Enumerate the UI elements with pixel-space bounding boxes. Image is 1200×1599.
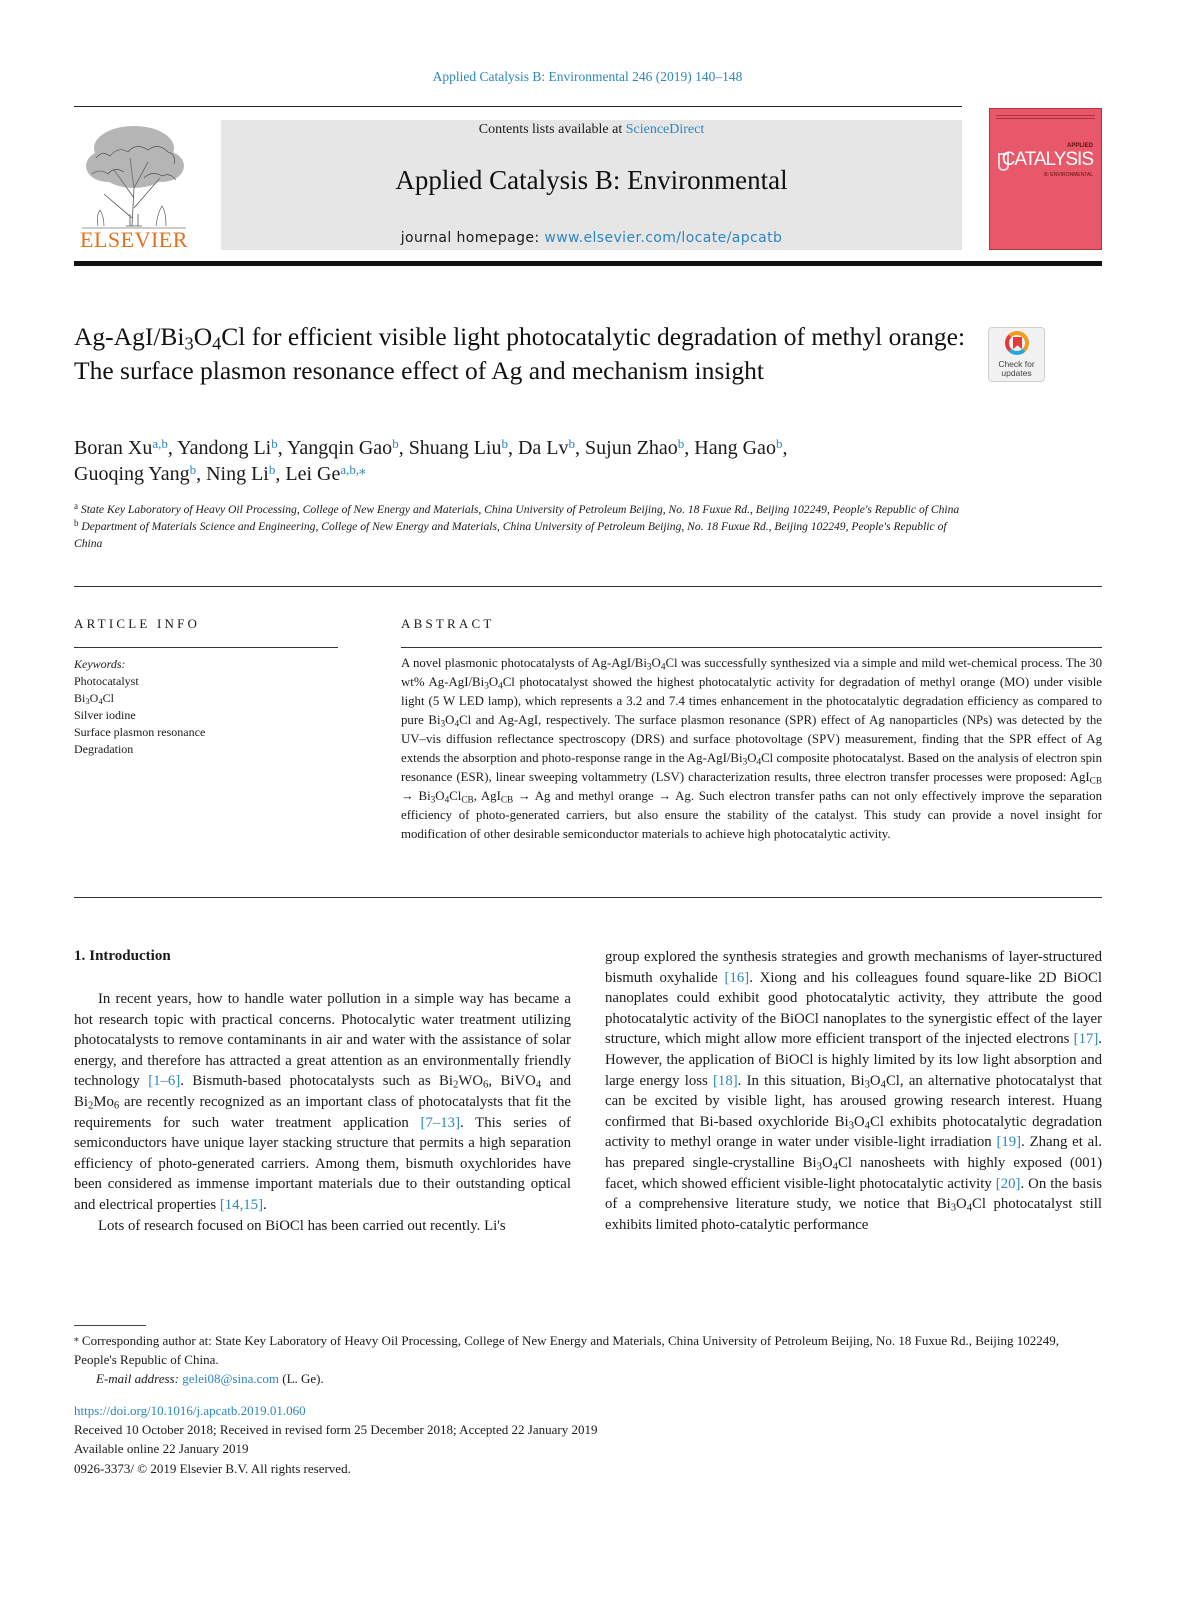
affiliation-item: $^a$ State Key Laboratory of Heavy Oil Processing, College of New Energy and Materials, China University of Petroleum Beijing, No. 18 Fuxue Rd., Beijing 102249, People's Republic of China — [74, 500, 960, 516]
article-info-rule — [74, 647, 338, 648]
affiliation-mark[interactable]: b — [268, 462, 276, 478]
keywords-label: Keywords: — [74, 657, 126, 671]
citation-link[interactable]: [16] — [724, 969, 750, 986]
keyword-item: $Bi_3O_4Cl$ — [74, 691, 114, 707]
affiliation-mark[interactable]: b — [775, 436, 783, 452]
article-title: $Ag-AgI/Bi_3O_4Cl$ for efficient visible light photocatalytic degradation of methyl orange: The surface plasmon resonance effect of Ag and mechanism insight — [74, 322, 966, 385]
citation-link[interactable]: [1–6] — [148, 1073, 181, 1090]
journal-homepage: journal homepage: www.elsevier.com/locate/apcatb — [400, 230, 783, 246]
masthead-divider — [74, 261, 1102, 266]
affiliation-divider — [74, 586, 1102, 587]
citation-link[interactable]: [7–13] — [420, 1114, 460, 1131]
homepage-link[interactable]: www.elsevier.com/locate/apcatb — [544, 230, 783, 246]
journal-title: Applied Catalysis B: Environmental — [395, 165, 788, 195]
footnote-rule — [74, 1325, 146, 1326]
body-paragraph: Lots of research focused on BiOCl has been carried out recently. Li's — [98, 1217, 506, 1234]
cover-small-text: APPLIED — [1066, 143, 1093, 149]
abstract-rule — [401, 647, 1102, 648]
affiliation-mark[interactable]: b — [392, 436, 399, 452]
citation-link[interactable]: [17] — [1073, 1031, 1099, 1048]
journal-cover-image — [989, 108, 1102, 250]
affiliation-mark[interactable]: b — [271, 436, 278, 452]
email-line: E-mail address: gelei08@sina.com (L. Ge). — [96, 1371, 324, 1386]
body-column-right: group explored the synthesis strategies and growth mechanisms of layer-structured bismuth oxyhalide [16]. Xiong and his colleagues found square-like 2D BiOCl nanoplates could exhibit good photocatalytic activity, they attribute the good photocatalytic activity of the BiOCl nanoplates to the synergistic effect of the layer structure, which might allow more efficient transport of the injected electrons [17]. However, the application of BiOCl is highly limited by its low light absorption and large energy loss [18]. In this situation, $Bi_3O_4Cl$, an alternative photocatalyst that can be excited by visible light, has aroused growing research interest. Huang confirmed that Bi-based oxychloride $Bi_3O_4Cl$ exhibits photocatalytic degradation activity to methyl orange in water under visible-light irradiation [19]. Zhang et al. has prepared single-crystalline $Bi_3O_4Cl$ nanosheets with highly exposed (001) facet, which showed efficient visible-light photocatalytic activity [20]. On the basis of a comprehensive literature study, we notice that $Bi_3O_4Cl$ photocatalyst still exhibits limited photo-catalytic performance — [605, 949, 1102, 1233]
affiliation-mark[interactable]: b — [189, 462, 197, 478]
keyword-item: Photocatalyst — [74, 674, 139, 689]
footnote-text: ⁎ Corresponding author at: State Key Laboratory of Heavy Oil Processing, College of New Energy and Materials, China University of Petroleum Beijing, No. 18 Fuxue Rd., Beijing 102249, People's Republic of China. — [74, 1333, 1060, 1367]
email-link[interactable]: gelei08@sina.com — [182, 1371, 279, 1386]
author-name[interactable]: Guoqing Yang$^b$ — [74, 462, 197, 485]
author-name[interactable]: Shuang Liu$^b$ — [408, 436, 508, 459]
body-column-left — [74, 989, 571, 1236]
article-info-heading: ARTICLE INFO — [74, 616, 201, 631]
available-online: Available online 22 January 2019 — [74, 1441, 249, 1457]
affiliation-item: $^b$ Department of Materials Science and Engineering, College of New Energy and Materials, China University of Petroleum Beijing, No. 18 Fuxue Rd., Beijing 102249, People's Republic of China — [74, 518, 947, 551]
citation-link[interactable]: [14,15] — [219, 1196, 263, 1213]
author-name[interactable]: Da Lv$^b$ — [517, 436, 576, 459]
affiliation-mark[interactable]: a,b,⁎ — [340, 462, 366, 478]
cover-strip — [996, 115, 1095, 119]
cover-subtitle: B: ENVIRONMENTAL — [1044, 172, 1093, 178]
affiliation-mark[interactable]: a,b — [152, 436, 168, 452]
doi-link[interactable]: https://doi.org/10.1016/j.apcatb.2019.01.060 — [74, 1403, 306, 1418]
author-name[interactable]: Yangqin Gao$^b$ — [286, 436, 399, 459]
journal-reference-link[interactable]: Applied Catalysis B: Environmental 246 (2019) 140–148 — [432, 69, 743, 84]
citation-link[interactable]: [20] — [995, 1175, 1021, 1192]
header-rule — [74, 106, 962, 107]
citation-link[interactable]: [18] — [713, 1072, 738, 1089]
badge-label: Check for updates — [998, 359, 1035, 378]
author-name[interactable]: Yandong Li$^b$ — [177, 436, 278, 459]
journal-masthead — [221, 120, 962, 250]
keywords-block — [74, 656, 338, 759]
abstract-text: A novel plasmonic photocatalysts of $Ag-AgI/Bi_3O_4Cl$ was successfully synthesized via a simple and mild wet-chemical process. The 30 wt% $Ag-AgI/Bi_3O_4Cl$ photocatalyst showed the highest photocatalytic activity for degradation of methyl orange (MO) under visible light (5 W LED lamp), which represents a 3.2 and 7.4 times enhancement in the photocatalytic degradation efficiency as compared to pure $Bi_3O_4Cl$ and Ag-AgI, respectively. The surface plasmon resonance (SPR) effect of Ag nanoparticles (NPs) was detected by the UV–vis diffusion reflectance spectroscopy (DRS) and surface photovoltage (SPV) measurement, finding that the SPR effect of Ag extends the absorption and photo-response range in the $Ag-AgI/Bi_3O_4Cl$ composite photocatalyst. Based on the analysis of electron spin resonance (ESR), linear sweeping voltammetry (LSV) characterization results, three electron transfer processes were proposed: $AgI_{CB} \to Bi_3O_4Cl_{CB}$, AgI$_{CB}$ → Ag and methyl orange → Ag. Such electron transfer paths can not only effectively improve the separation efficiency of photo-generated carriers, but also ensure the stability of the catalyst. This study can provide a novel insight for modification of other desirable semiconductor materials to achieve high photocatalytic activity. — [401, 656, 1103, 842]
abstract-heading: ABSTRACT — [401, 616, 495, 631]
publication-info — [74, 1401, 1102, 1478]
sciencedirect-link[interactable]: ScienceDirect — [625, 122, 705, 137]
author-name[interactable]: Hang Gao$^b$ — [694, 436, 783, 459]
section-heading: 1. Introduction — [74, 948, 171, 964]
abstract-divider — [74, 897, 1102, 898]
body-paragraph: In recent years, how to handle water pollution in a simple way has became a hot research topic with practical concerns. Photocalytic water treatment utilizing photocatalysts to remove contaminants in air and water with the assistance of solar energy, and therefore has attracted a great attention as an environmentally friendly technology [1–6]. Bismuth-based photocatalysts such as $Bi_2WO_6$, BiVO$_4$ and $Bi_2Mo_6$ are recently recognized as an important class of photocatalysts that fit the requirements for such water treatment application [7–13]. This series of semiconductors have unique layer stacking structure that permits a high separation efficiency of photo-generated carriers. Among them, bismuth oxychlorides have been considered as immense important materials due to their outstanding optical and electrical properties [14,15]. — [74, 991, 571, 1213]
author-name[interactable]: Boran Xu$^{a,b}$ — [74, 436, 168, 459]
keyword-item: Silver iodine — [74, 708, 136, 723]
check-for-updates-badge[interactable] — [988, 327, 1045, 382]
cover-wordmark: CATALYSIS — [1001, 149, 1093, 170]
author-name[interactable]: Ning Li$^b$ — [206, 462, 276, 485]
affiliation-mark[interactable]: b — [677, 436, 685, 452]
copyright-notice: 0926-3373/ © 2019 Elsevier B.V. All rights reserved. — [74, 1460, 351, 1476]
contents-line: Contents lists available at ScienceDirect — [478, 122, 705, 137]
author-name[interactable]: Lei $Ge^{a,b,⁎}$ — [285, 462, 366, 485]
affiliation-mark[interactable]: b — [501, 436, 508, 452]
author-name[interactable]: Sujun Zhao$^b$ — [585, 436, 685, 459]
affiliations — [74, 501, 974, 553]
keyword-item: Degradation — [74, 742, 134, 757]
received-dates: Received 10 October 2018; Received in revised form 25 December 2018; Accepted 22 January 2019 — [74, 1422, 598, 1438]
keyword-item: Surface plasmon resonance — [74, 725, 206, 740]
affiliation-mark[interactable]: b — [568, 436, 576, 452]
publisher-wordmark: ELSEVIER — [80, 227, 188, 252]
citation-link[interactable]: [19] — [996, 1134, 1022, 1151]
author-list: Boran Xu$^{a,b}$, Yandong Li$^b$, Yangqin Gao$^b$, Shuang Liu$^b$, Da Lv$^b$, Sujun Zhao$^b$, Hang Gao$^b$, Guoqing Yang$^b$, Ning Li$^b$, Lei $Ge^{a,b,⁎}$ — [74, 436, 788, 485]
corresponding-author-footnote — [74, 1331, 1102, 1388]
